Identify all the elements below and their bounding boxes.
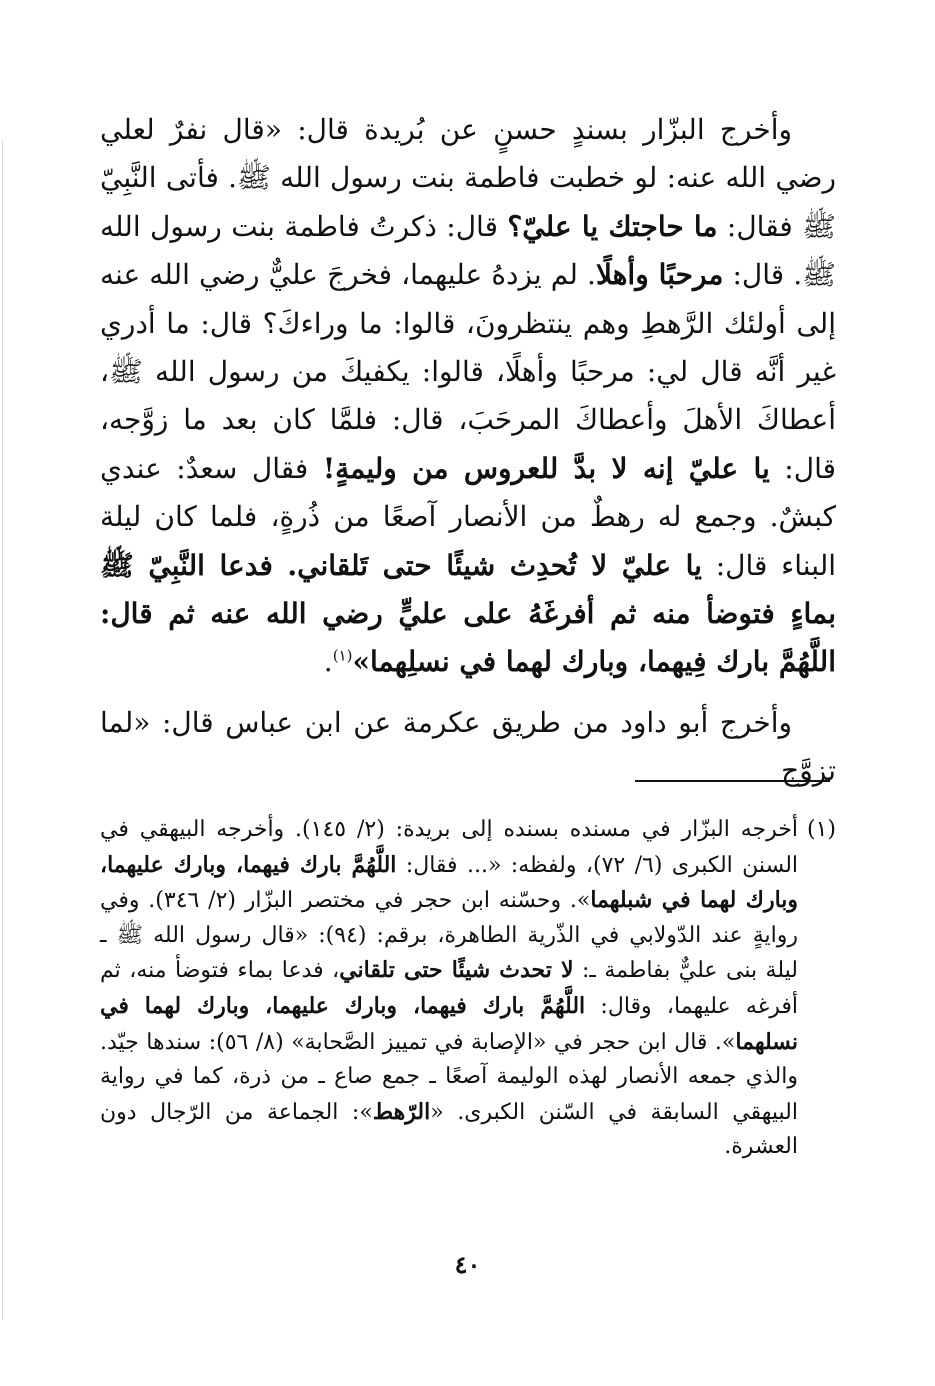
main-text	[100, 106, 836, 796]
footnote-segment: ، فدعا بماء فتوضأ منه، ثم أفرغه عليهما، وقال:	[100, 958, 798, 1019]
text-segment: وأخرج البزّار بسندٍ حسنٍ عن بُريدة قال: «قال نفرٌ لعلي رضي الله عنه: لو خطبت فاطمة بنت رسول الله ﷺ. فأتى النَّبِيّ ﷺ فقال:	[100, 113, 837, 243]
text-segment-bold: يا عليّ إنه لا بدَّ للعروس من وليمةٍ!	[322, 451, 770, 485]
text-segment: فقال سعدٌ: عندي كبشٌ. وجمع له رهطٌ من الأنصار آصعًا من ذُرةٍ، فلما كان ليلة البناء قال:	[100, 451, 837, 582]
footnote-segment-bold: اللَّهُمَّ بارك فيهما، وبارك عليهما، وبارك لهما في شبلهما	[100, 851, 799, 914]
footnote-reference[interactable]: (١)	[332, 647, 353, 666]
text-segment: قال: ذكرتُ فاطمة بنت رسول الله ﷺ. قال:	[100, 209, 837, 292]
footnotes	[100, 813, 836, 1165]
footnote-segment-bold: اللَّهُمَّ بارك فيهما، وبارك عليهما، وبارك لهما في نسلهما	[100, 992, 798, 1055]
text-segment-bold: ما حاجتك يا عليّ؟	[507, 209, 718, 243]
footnote-segment: »: الجماعة من الرّجال دون العشرة.	[100, 1099, 798, 1160]
footnote-number: (١)	[806, 817, 836, 842]
footnote	[100, 813, 836, 1165]
paragraph-end-mark: .	[323, 645, 333, 679]
paragraph	[100, 106, 836, 687]
footnote-separator	[635, 780, 830, 782]
footnote-segment-bold: لا تحدث شيئًا حتى تلقاني	[339, 957, 574, 984]
text-segment-bold: يا عليّ لا تُحدِث شيئًا حتى تَلقاني. فدعا النَّبِيّ ﷺ بماءٍ فتوضأ منه ثم أفرغَهُ على عليٍّ رضي الله عنه ثم قال: اللَّهُمَّ بارك فِيهما، وبارك لهما في نسلِهما»	[100, 548, 836, 679]
page-edge-line	[2, 140, 3, 1320]
text-segment-bold: مرحبًا وأهلًا	[595, 258, 724, 292]
footnote-segment: ». وحسّنه ابن حجر في مختصر البزّار (٢/ ٣٤٦). وفي روايةٍ عند الدّولابي في الذّرية الطاهرة، برقم: (٩٤): «قال رسول الله ﷺ ـ ليلة بنى عليٌّ بفاطمة ـ:	[100, 888, 798, 984]
paragraph: وأخرج أبو داود من طريق عكرمة عن ابن عباس قال: «لما تزوَّج	[100, 705, 836, 788]
page-number: ٤٠	[454, 1250, 481, 1279]
footnote-segment-bold: الرّهط	[372, 1098, 431, 1125]
footnote-segment: أخرجه البزّار في مسنده بسنده إلى بريدة: (٢/ ١٤٥). وأخرجه البيهقي في السنن الكبرى (٦/ ٧٢)، ولفظه: «... فقال:	[100, 817, 799, 878]
text-segment: . لم يزدهُ عليهما، فخرجَ عليٌّ رضي الله عنه إلى أولئك الرَّهطِ وهم ينتظرونَ، قالوا: ما وراءكَ؟ قال: ما أدري غير أنَّه قال لي: مرحبًا وأهلًا، قالوا: يكفيكَ من رسول الله ﷺ، أعطاكَ الأهلَ وأعطاكَ المرحَبَ، قال: فلمَّا كان بعد ما زوَّجه، قال:	[100, 258, 837, 485]
footnote-segment: ». قال ابن حجر في «الإصابة في تمييز الصَّحابة» (٨/ ٥٦): سندها جيّد. والذي جمعه الأنصار لهذه الوليمة آصعًا ـ جمع صاع ـ من ذرة، كما في رواية البيهقي السابقة في السّنن الكبرى. «	[100, 1029, 798, 1125]
